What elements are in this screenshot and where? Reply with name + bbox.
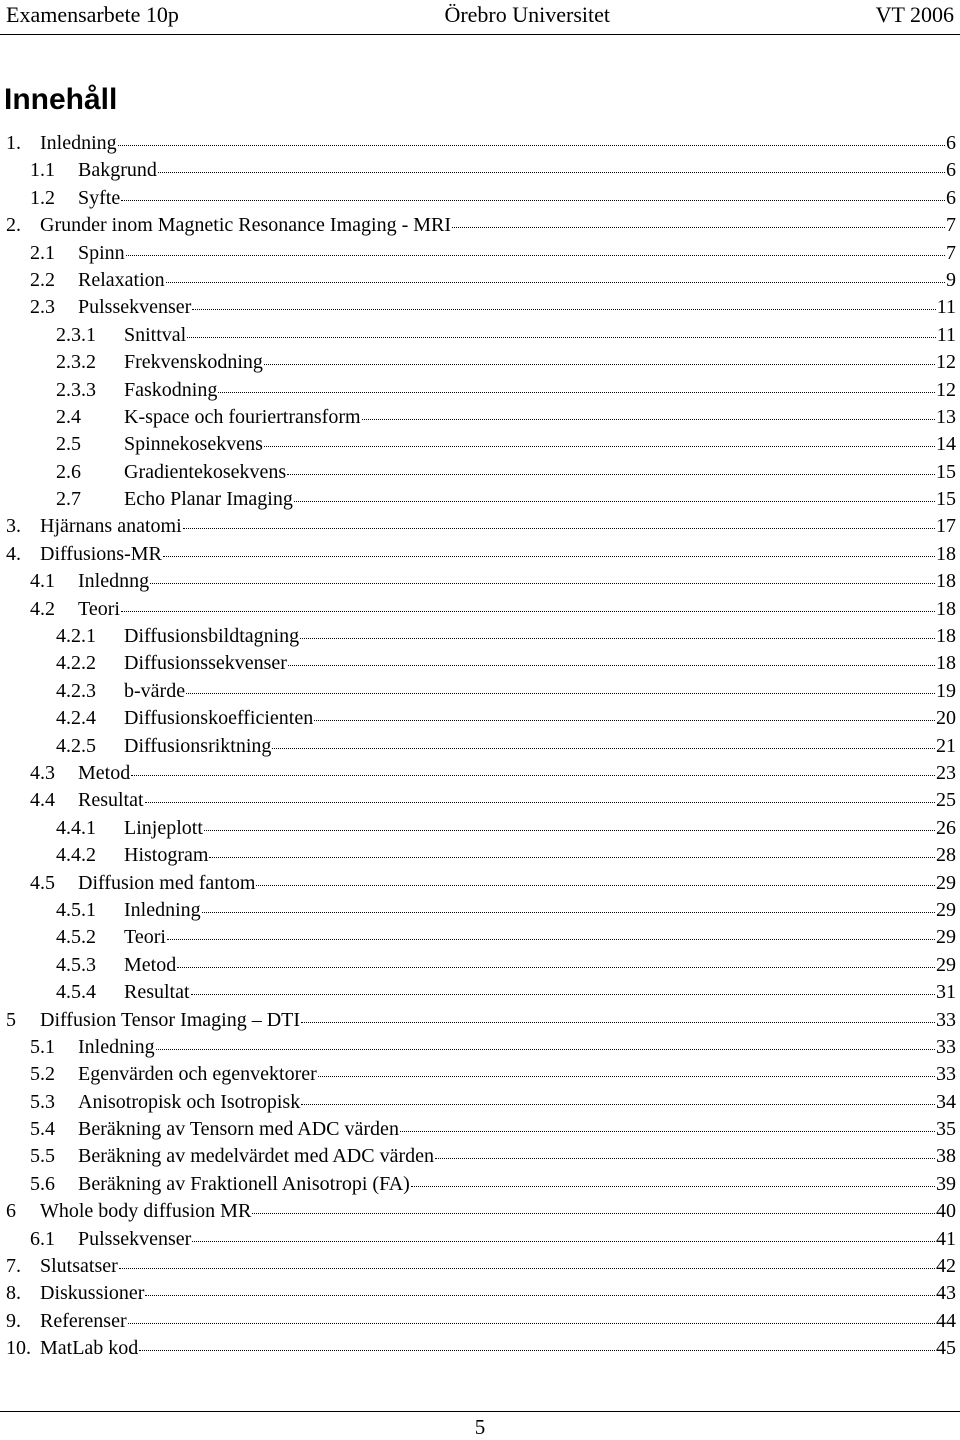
toc-entry-page: 9 — [946, 268, 956, 291]
toc-entry-page: 29 — [936, 871, 956, 894]
toc-entry-page: 39 — [936, 1172, 956, 1195]
toc-entry-number: 5.4 — [30, 1118, 55, 1141]
toc-entry[interactable] — [6, 952, 956, 979]
toc-entry-number: 9. — [6, 1309, 21, 1332]
toc-leader-dots — [318, 1076, 935, 1077]
header-term: VT 2006 — [875, 2, 954, 27]
toc-entry-number: 4.2.4 — [56, 707, 96, 730]
toc-entry[interactable] — [6, 1253, 956, 1280]
toc-leader-dots — [187, 337, 936, 338]
page-title: Innehåll — [4, 83, 118, 116]
toc-leader-dots — [150, 583, 935, 584]
toc-entry-page: 41 — [936, 1227, 956, 1250]
toc-leader-dots — [202, 912, 935, 913]
toc-entry-number: 4. — [6, 542, 21, 565]
toc-leader-dots — [126, 255, 945, 256]
toc-leader-dots — [301, 1022, 935, 1023]
toc-entry-title: Syfte — [78, 186, 121, 209]
toc-entry-number: 5 — [6, 1008, 16, 1031]
toc-entry-title: Linjeplott — [124, 816, 203, 839]
toc-leader-dots — [301, 1104, 935, 1105]
toc-entry-page: 20 — [936, 707, 956, 730]
toc-entry-page: 12 — [936, 378, 956, 401]
toc-entry-page: 7 — [946, 214, 956, 237]
toc-entry[interactable] — [6, 1089, 956, 1116]
toc-entry-title: Grunder inom Magnetic Resonance Imaging - MRI — [40, 214, 452, 237]
toc-entry[interactable] — [6, 1061, 956, 1088]
toc-leader-dots — [177, 967, 935, 968]
toc-entry[interactable] — [6, 815, 956, 842]
toc-leader-dots — [400, 1131, 935, 1132]
toc-entry[interactable] — [6, 377, 956, 404]
header-course: Examensarbete 10p — [6, 2, 179, 27]
toc-entry-page: 25 — [936, 789, 956, 812]
toc-entry-number: 1.2 — [30, 186, 55, 209]
page-header — [6, 0, 954, 30]
toc-entry-page: 18 — [936, 625, 956, 648]
toc-entry-number: 4.2 — [30, 597, 55, 620]
toc-entry-number: 1. — [6, 132, 21, 154]
toc-entry-title: Teori — [124, 926, 166, 949]
toc-entry-page: 35 — [936, 1118, 956, 1141]
toc-leader-dots — [218, 392, 935, 393]
toc-entry-page: 45 — [936, 1337, 956, 1360]
toc-entry[interactable] — [6, 240, 956, 267]
toc-entry-page: 11 — [936, 323, 956, 346]
toc-leader-dots — [191, 994, 935, 995]
table-of-contents — [6, 130, 956, 1363]
toc-entry-number: 4.2.1 — [56, 625, 96, 648]
toc-entry[interactable] — [6, 924, 956, 951]
toc-entry-page: 12 — [936, 351, 956, 374]
toc-entry[interactable] — [6, 157, 956, 184]
toc-leader-dots — [192, 309, 935, 310]
toc-leader-dots — [314, 720, 935, 721]
toc-entry[interactable] — [6, 212, 956, 239]
toc-leader-dots — [287, 474, 935, 475]
toc-leader-dots — [294, 501, 935, 502]
toc-leader-dots — [145, 802, 935, 803]
toc-entry-page: 17 — [936, 515, 956, 538]
toc-leader-dots — [121, 611, 935, 612]
toc-leader-dots — [256, 885, 935, 886]
toc-entry-title: Inledning — [78, 1035, 155, 1058]
toc-entry-number: 2.3.3 — [56, 378, 96, 401]
toc-leader-dots — [166, 282, 945, 283]
toc-entry-page: 6 — [946, 132, 956, 154]
toc-entry[interactable] — [6, 623, 956, 650]
toc-entry-page: 15 — [936, 460, 956, 483]
toc-entry[interactable] — [6, 1116, 956, 1143]
toc-entry-title: Diffusionsbildtagning — [124, 625, 300, 648]
toc-leader-dots — [192, 1241, 935, 1242]
toc-entry-number: 5.2 — [30, 1063, 55, 1086]
toc-entry[interactable] — [6, 459, 956, 486]
toc-entry-page: 29 — [936, 953, 956, 976]
toc-entry-title: b-värde — [124, 679, 186, 702]
toc-leader-dots — [118, 145, 945, 146]
toc-entry-page: 31 — [936, 981, 956, 1004]
toc-entry-number: 2.3 — [30, 296, 55, 319]
toc-entry-title: Resultat — [124, 981, 190, 1004]
toc-leader-dots — [131, 775, 935, 776]
toc-entry-number: 7. — [6, 1255, 21, 1278]
toc-entry-page: 33 — [936, 1035, 956, 1058]
footer-divider — [0, 1411, 960, 1412]
toc-entry-page: 7 — [946, 241, 956, 264]
toc-entry-number: 2.7 — [56, 488, 81, 511]
toc-entry[interactable] — [6, 404, 956, 431]
toc-entry-page: 14 — [936, 433, 956, 456]
toc-entry-number: 4.5.3 — [56, 953, 96, 976]
toc-entry-number: 4.5.1 — [56, 898, 96, 921]
toc-leader-dots — [183, 528, 935, 529]
toc-entry-title: Diffusion Tensor Imaging – DTI — [40, 1008, 301, 1031]
toc-entry[interactable] — [6, 705, 956, 732]
toc-entry-title: Snittval — [124, 323, 187, 346]
toc-entry[interactable] — [6, 897, 956, 924]
toc-entry[interactable] — [6, 1226, 956, 1253]
toc-entry-number: 2.1 — [30, 241, 55, 264]
toc-leader-dots — [139, 1350, 935, 1351]
toc-entry[interactable] — [6, 1143, 956, 1170]
toc-entry-number: 4.5 — [30, 871, 55, 894]
toc-entry-title: Pulssekvenser — [78, 296, 192, 319]
toc-entry-title: Bakgrund — [78, 159, 157, 182]
toc-leader-dots — [300, 638, 935, 639]
toc-entry[interactable] — [6, 1335, 956, 1362]
toc-entry[interactable] — [6, 322, 956, 349]
toc-entry[interactable] — [6, 349, 956, 376]
toc-entry-page: 23 — [936, 761, 956, 784]
toc-entry-page: 29 — [936, 898, 956, 921]
toc-entry-number: 4.4 — [30, 789, 55, 812]
toc-entry-title: Frekvenskodning — [124, 351, 263, 374]
toc-entry-title: Diskussioner — [40, 1282, 145, 1305]
toc-entry-title: Egenvärden och egenvektorer — [78, 1063, 317, 1086]
toc-entry-page: 18 — [936, 652, 956, 675]
toc-entry[interactable] — [6, 568, 956, 595]
toc-entry-page: 19 — [936, 679, 956, 702]
toc-entry-title: Diffusionskoefficienten — [124, 707, 314, 730]
toc-leader-dots — [145, 1295, 935, 1296]
toc-entry-number: 2. — [6, 214, 21, 237]
toc-entry-page: 18 — [936, 542, 956, 565]
toc-entry-title: Inlednng — [78, 570, 150, 593]
toc-entry-number: 5.6 — [30, 1172, 55, 1195]
toc-entry[interactable] — [6, 979, 956, 1006]
toc-leader-dots — [156, 1049, 935, 1050]
toc-leader-dots — [119, 1268, 935, 1269]
toc-entry-page: 6 — [946, 186, 956, 209]
toc-entry[interactable] — [6, 870, 956, 897]
toc-leader-dots — [264, 446, 935, 447]
toc-entry-number: 4.1 — [30, 570, 55, 593]
toc-entry-number: 2.2 — [30, 268, 55, 291]
toc-entry-page: 26 — [936, 816, 956, 839]
toc-entry-page: 13 — [936, 405, 956, 428]
toc-entry-title: Beräkning av medelvärdet med ADC värden — [78, 1145, 434, 1168]
toc-entry-page: 18 — [936, 570, 956, 593]
toc-entry-title: Resultat — [78, 789, 144, 812]
toc-entry-title: Hjärnans anatomi — [40, 515, 182, 538]
toc-entry-page: 28 — [936, 844, 956, 867]
toc-entry-title: Beräkning av Tensorn med ADC värden — [78, 1118, 399, 1141]
toc-entry[interactable] — [6, 678, 956, 705]
toc-entry[interactable] — [6, 596, 956, 623]
toc-leader-dots — [167, 939, 935, 940]
toc-entry-page: 18 — [936, 597, 956, 620]
toc-entry-title: Spinnekosekvens — [124, 433, 263, 456]
toc-leader-dots — [128, 1323, 935, 1324]
toc-entry-title: Echo Planar Imaging — [124, 488, 293, 511]
toc-entry-number: 5.1 — [30, 1035, 55, 1058]
toc-entry-page: 6 — [946, 159, 956, 182]
toc-entry-title: Anisotropisk och Isotropisk — [78, 1090, 301, 1113]
toc-entry-title: Spinn — [78, 241, 125, 264]
toc-leader-dots — [186, 693, 935, 694]
toc-entry[interactable] — [6, 1198, 956, 1225]
toc-entry[interactable] — [6, 733, 956, 760]
toc-entry-page: 38 — [936, 1145, 956, 1168]
toc-entry[interactable] — [6, 1007, 956, 1034]
toc-entry-page: 43 — [936, 1282, 956, 1305]
toc-entry-title: Beräkning av Fraktionell Anisotropi (FA) — [78, 1172, 410, 1195]
toc-entry-number: 5.5 — [30, 1145, 55, 1168]
toc-leader-dots — [252, 1213, 935, 1214]
toc-entry-number: 2.6 — [56, 460, 81, 483]
toc-entry-title: Diffusion med fantom — [78, 871, 256, 894]
toc-entry-number: 8. — [6, 1282, 21, 1305]
toc-leader-dots — [163, 556, 935, 557]
toc-entry-page: 15 — [936, 488, 956, 511]
toc-entry-title: Histogram — [124, 844, 209, 867]
toc-entry-title: Metod — [78, 761, 131, 784]
toc-entry-number: 4.4.2 — [56, 844, 96, 867]
toc-leader-dots — [209, 857, 935, 858]
toc-leader-dots — [272, 748, 935, 749]
toc-entry-number: 2.5 — [56, 433, 81, 456]
toc-entry-page: 34 — [936, 1090, 956, 1113]
toc-entry-page: 11 — [936, 296, 956, 319]
toc-leader-dots — [452, 227, 945, 228]
toc-entry-number: 6 — [6, 1200, 16, 1223]
toc-entry[interactable] — [6, 1034, 956, 1061]
toc-entry[interactable] — [6, 486, 956, 513]
toc-entry[interactable] — [6, 760, 956, 787]
toc-entry-title: Slutsatser — [40, 1255, 118, 1278]
toc-entry[interactable] — [6, 541, 956, 568]
toc-entry-number: 2.4 — [56, 405, 81, 428]
header-divider — [0, 34, 960, 35]
toc-entry[interactable] — [6, 787, 956, 814]
toc-entry-number: 4.2.5 — [56, 734, 96, 757]
toc-entry[interactable] — [6, 130, 956, 157]
toc-leader-dots — [264, 364, 935, 365]
toc-entry-title: Diffusionsriktning — [124, 734, 272, 757]
toc-entry-title: Diffusions-MR — [40, 542, 162, 565]
toc-entry[interactable] — [6, 431, 956, 458]
toc-leader-dots — [158, 172, 945, 173]
toc-entry-page: 42 — [936, 1255, 956, 1278]
toc-entry-title: Metod — [124, 953, 177, 976]
toc-entry-number: 4.5.2 — [56, 926, 96, 949]
toc-entry[interactable] — [6, 294, 956, 321]
toc-entry[interactable] — [6, 267, 956, 294]
toc-entry-number: 4.5.4 — [56, 981, 96, 1004]
toc-leader-dots — [204, 830, 935, 831]
toc-entry-page: 40 — [936, 1200, 956, 1223]
toc-entry-title: Inledning — [124, 898, 201, 921]
toc-entry-number: 3. — [6, 515, 21, 538]
toc-entry[interactable] — [6, 1171, 956, 1198]
toc-entry-number: 4.2.3 — [56, 679, 96, 702]
toc-entry-number: 5.3 — [30, 1090, 55, 1113]
toc-leader-dots — [435, 1158, 935, 1159]
toc-entry-page: 29 — [936, 926, 956, 949]
toc-entry-title: Relaxation — [78, 268, 165, 291]
toc-entry-number: 4.2.2 — [56, 652, 96, 675]
toc-entry[interactable] — [6, 650, 956, 677]
toc-entry-title: Diffusionssekvenser — [124, 652, 287, 675]
toc-entry-number: 4.3 — [30, 761, 55, 784]
toc-entry[interactable] — [6, 842, 956, 869]
toc-entry-number: 2.3.2 — [56, 351, 96, 374]
toc-entry[interactable] — [6, 185, 956, 212]
toc-entry-page: 21 — [936, 734, 956, 757]
toc-entry-title: MatLab kod — [40, 1337, 139, 1360]
toc-leader-dots — [362, 419, 935, 420]
toc-entry-number: 1.1 — [30, 159, 55, 182]
toc-entry-page: 33 — [936, 1008, 956, 1031]
toc-entry[interactable] — [6, 1308, 956, 1335]
toc-entry[interactable] — [6, 513, 956, 540]
toc-entry-title: Referenser — [40, 1309, 127, 1332]
toc-entry-number: 2.3.1 — [56, 323, 96, 346]
toc-entry-page: 44 — [936, 1309, 956, 1332]
toc-leader-dots — [411, 1186, 935, 1187]
toc-leader-dots — [288, 665, 935, 666]
toc-leader-dots — [121, 200, 945, 201]
toc-entry-title: Gradientekosekvens — [124, 460, 287, 483]
toc-entry-title: K-space och fouriertransform — [124, 405, 361, 428]
toc-entry-title: Pulssekvenser — [78, 1227, 192, 1250]
toc-entry-title: Inledning — [40, 132, 117, 154]
toc-entry-title: Teori — [78, 597, 120, 620]
page-number: 5 — [474, 1415, 486, 1439]
toc-entry-number: 4.4.1 — [56, 816, 96, 839]
toc-entry-title: Whole body diffusion MR — [40, 1200, 252, 1223]
header-university: Örebro Universitet — [444, 2, 610, 27]
toc-entry-title: Faskodning — [124, 378, 218, 401]
toc-entry-number: 6.1 — [30, 1227, 55, 1250]
toc-entry-number: 10. — [6, 1337, 31, 1360]
toc-entry-page: 33 — [936, 1063, 956, 1086]
toc-entry[interactable] — [6, 1280, 956, 1307]
